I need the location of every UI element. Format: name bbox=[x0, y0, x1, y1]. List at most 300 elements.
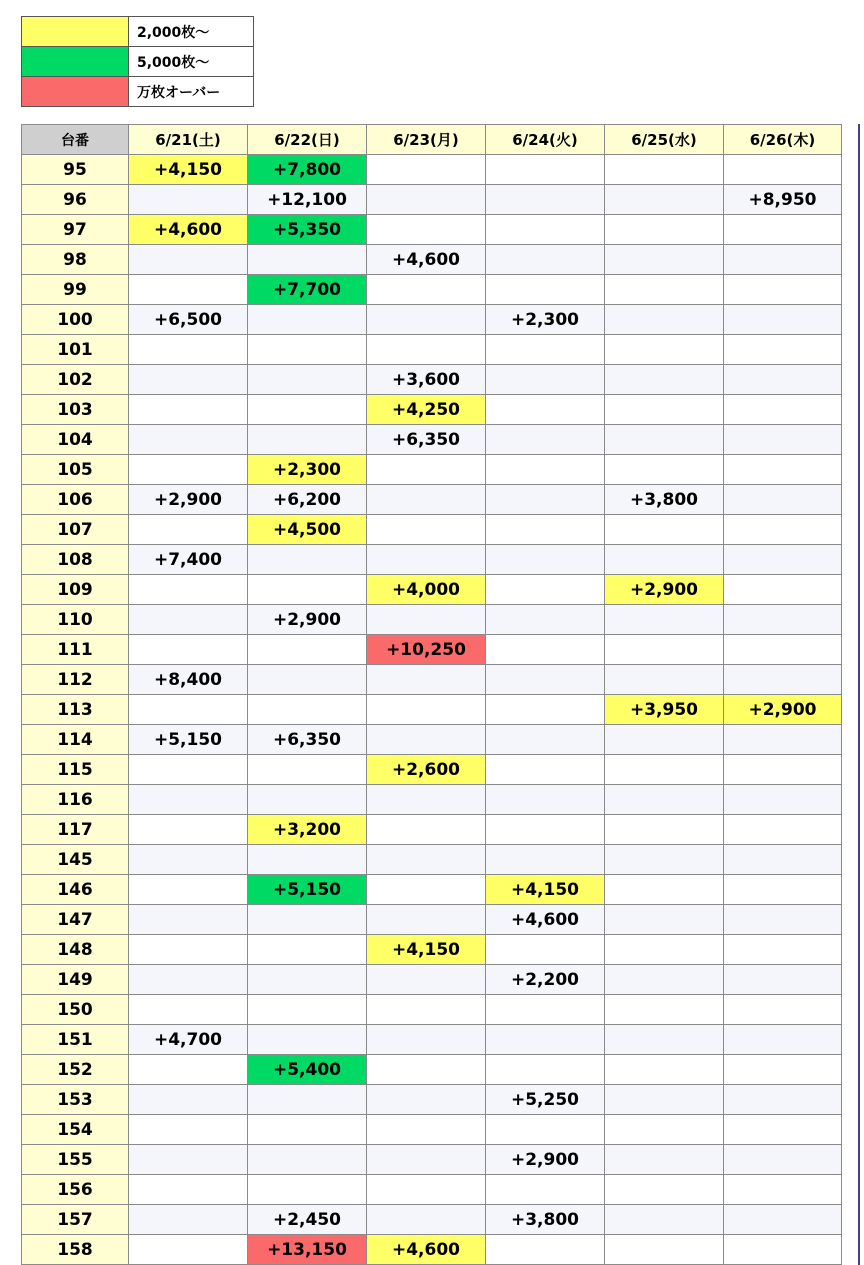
result-cell: +7,700 bbox=[248, 275, 367, 305]
result-cell bbox=[724, 455, 842, 485]
machine-number: 156 bbox=[22, 1175, 129, 1205]
date-header: 6/25(水) bbox=[605, 125, 724, 155]
result-cell bbox=[605, 1235, 724, 1265]
machine-number: 158 bbox=[22, 1235, 129, 1265]
result-cell bbox=[367, 455, 486, 485]
result-cell bbox=[129, 965, 248, 995]
result-cell bbox=[486, 455, 605, 485]
result-cell bbox=[367, 215, 486, 245]
result-cell bbox=[367, 335, 486, 365]
result-cell: +5,350 bbox=[248, 215, 367, 245]
table-row bbox=[22, 275, 842, 305]
table-row bbox=[22, 515, 842, 545]
result-cell bbox=[248, 425, 367, 455]
machine-number: 114 bbox=[22, 725, 129, 755]
result-cell bbox=[605, 215, 724, 245]
result-cell: +4,150 bbox=[367, 935, 486, 965]
result-cell bbox=[248, 785, 367, 815]
result-cell bbox=[724, 395, 842, 425]
result-cell bbox=[129, 515, 248, 545]
result-cell bbox=[486, 695, 605, 725]
result-cell bbox=[486, 485, 605, 515]
machine-number: 109 bbox=[22, 575, 129, 605]
machine-number: 113 bbox=[22, 695, 129, 725]
result-cell bbox=[486, 515, 605, 545]
machine-number: 102 bbox=[22, 365, 129, 395]
machine-number: 115 bbox=[22, 755, 129, 785]
result-cell: +7,400 bbox=[129, 545, 248, 575]
result-cell: +3,600 bbox=[367, 365, 486, 395]
result-cell bbox=[248, 575, 367, 605]
result-cell bbox=[248, 755, 367, 785]
result-cell bbox=[605, 1055, 724, 1085]
result-cell bbox=[486, 725, 605, 755]
table-row bbox=[22, 155, 842, 185]
result-cell bbox=[486, 365, 605, 395]
result-cell bbox=[605, 1145, 724, 1175]
page-border-line bbox=[858, 124, 860, 1265]
result-cell bbox=[367, 1205, 486, 1235]
legend-table bbox=[21, 16, 254, 107]
result-cell bbox=[486, 1235, 605, 1265]
result-cell bbox=[129, 935, 248, 965]
result-cell bbox=[724, 725, 842, 755]
machine-number: 104 bbox=[22, 425, 129, 455]
machine-number: 154 bbox=[22, 1115, 129, 1145]
result-cell bbox=[486, 545, 605, 575]
table-row bbox=[22, 545, 842, 575]
result-cell bbox=[367, 515, 486, 545]
result-cell bbox=[605, 965, 724, 995]
result-cell bbox=[724, 1025, 842, 1055]
table-row bbox=[22, 875, 842, 905]
machine-number: 157 bbox=[22, 1205, 129, 1235]
result-cell bbox=[248, 1085, 367, 1115]
result-cell bbox=[605, 785, 724, 815]
table-row bbox=[22, 575, 842, 605]
result-cell bbox=[248, 845, 367, 875]
result-cell bbox=[724, 155, 842, 185]
result-cell bbox=[605, 1175, 724, 1205]
machine-number: 155 bbox=[22, 1145, 129, 1175]
result-cell bbox=[367, 1085, 486, 1115]
table-row bbox=[22, 635, 842, 665]
result-cell bbox=[724, 1205, 842, 1235]
table-row bbox=[22, 245, 842, 275]
result-cell bbox=[724, 575, 842, 605]
table-row bbox=[22, 1205, 842, 1235]
table-row bbox=[22, 665, 842, 695]
result-cell bbox=[486, 995, 605, 1025]
date-header: 6/23(月) bbox=[367, 125, 486, 155]
result-cell bbox=[129, 395, 248, 425]
table-row bbox=[22, 935, 842, 965]
result-cell bbox=[486, 395, 605, 425]
result-cell bbox=[724, 1145, 842, 1175]
machine-number: 148 bbox=[22, 935, 129, 965]
result-cell bbox=[724, 305, 842, 335]
result-cell: +6,350 bbox=[248, 725, 367, 755]
result-cell bbox=[724, 905, 842, 935]
result-cell bbox=[605, 605, 724, 635]
result-cell: +4,600 bbox=[129, 215, 248, 245]
machine-number: 100 bbox=[22, 305, 129, 335]
result-cell bbox=[486, 605, 605, 635]
machine-number: 105 bbox=[22, 455, 129, 485]
result-cell bbox=[486, 245, 605, 275]
result-cell bbox=[605, 305, 724, 335]
result-cell bbox=[129, 1175, 248, 1205]
result-cell bbox=[605, 1025, 724, 1055]
machine-number: 153 bbox=[22, 1085, 129, 1115]
table-row bbox=[22, 455, 842, 485]
result-cell: +4,600 bbox=[367, 1235, 486, 1265]
result-cell bbox=[129, 785, 248, 815]
result-cell bbox=[129, 845, 248, 875]
table-row bbox=[22, 335, 842, 365]
result-cell bbox=[605, 755, 724, 785]
result-cell bbox=[248, 635, 367, 665]
result-cell bbox=[724, 1235, 842, 1265]
result-cell bbox=[724, 1055, 842, 1085]
result-cell bbox=[129, 905, 248, 935]
machine-number: 112 bbox=[22, 665, 129, 695]
table-row bbox=[22, 695, 842, 725]
table-row bbox=[22, 905, 842, 935]
table-row bbox=[22, 395, 842, 425]
result-cell: +7,800 bbox=[248, 155, 367, 185]
result-cell: +3,800 bbox=[486, 1205, 605, 1235]
result-cell bbox=[486, 575, 605, 605]
result-cell bbox=[605, 725, 724, 755]
result-cell bbox=[486, 635, 605, 665]
result-cell: +5,150 bbox=[248, 875, 367, 905]
table-row bbox=[22, 1175, 842, 1205]
result-cell bbox=[367, 185, 486, 215]
machine-number: 101 bbox=[22, 335, 129, 365]
result-cell: +4,600 bbox=[367, 245, 486, 275]
result-cell: +3,200 bbox=[248, 815, 367, 845]
machine-number: 145 bbox=[22, 845, 129, 875]
table-row bbox=[22, 1085, 842, 1115]
result-cell: +4,150 bbox=[486, 875, 605, 905]
result-cell bbox=[367, 785, 486, 815]
result-cell bbox=[724, 425, 842, 455]
result-cell bbox=[367, 1115, 486, 1145]
result-cell bbox=[486, 665, 605, 695]
result-cell bbox=[129, 1055, 248, 1085]
result-cell: +2,200 bbox=[486, 965, 605, 995]
result-cell bbox=[486, 935, 605, 965]
table-row bbox=[22, 305, 842, 335]
result-cell bbox=[248, 1115, 367, 1145]
header-row bbox=[22, 125, 842, 155]
result-cell bbox=[605, 1085, 724, 1115]
table-row bbox=[22, 425, 842, 455]
table-row bbox=[22, 785, 842, 815]
result-cell: +4,600 bbox=[486, 905, 605, 935]
result-cell bbox=[724, 245, 842, 275]
result-cell bbox=[367, 1175, 486, 1205]
legend-row bbox=[22, 17, 254, 47]
result-cell bbox=[724, 965, 842, 995]
machine-number: 149 bbox=[22, 965, 129, 995]
result-cell bbox=[248, 365, 367, 395]
table-row bbox=[22, 755, 842, 785]
result-cell bbox=[486, 1115, 605, 1145]
result-cell bbox=[605, 185, 724, 215]
result-cell bbox=[605, 245, 724, 275]
table-row bbox=[22, 365, 842, 395]
table-row bbox=[22, 1025, 842, 1055]
result-cell bbox=[248, 665, 367, 695]
result-cell: +2,450 bbox=[248, 1205, 367, 1235]
result-cell bbox=[724, 275, 842, 305]
result-cell bbox=[605, 455, 724, 485]
result-cell bbox=[605, 335, 724, 365]
result-cell: +4,000 bbox=[367, 575, 486, 605]
legend-row bbox=[22, 47, 254, 77]
date-header: 6/26(木) bbox=[724, 125, 842, 155]
result-cell bbox=[605, 515, 724, 545]
result-cell bbox=[129, 1145, 248, 1175]
result-cell: +2,900 bbox=[605, 575, 724, 605]
result-cell bbox=[724, 635, 842, 665]
result-cell bbox=[605, 995, 724, 1025]
result-cell bbox=[724, 665, 842, 695]
result-cell bbox=[724, 545, 842, 575]
result-cell bbox=[129, 245, 248, 275]
machine-number: 146 bbox=[22, 875, 129, 905]
table-row bbox=[22, 995, 842, 1025]
legend-row bbox=[22, 77, 254, 107]
result-cell bbox=[129, 755, 248, 785]
result-cell bbox=[486, 815, 605, 845]
result-cell bbox=[248, 305, 367, 335]
table-row bbox=[22, 725, 842, 755]
result-cell: +4,700 bbox=[129, 1025, 248, 1055]
table-row bbox=[22, 965, 842, 995]
result-cell bbox=[367, 305, 486, 335]
result-cell: +3,950 bbox=[605, 695, 724, 725]
table-row bbox=[22, 815, 842, 845]
result-cell bbox=[724, 875, 842, 905]
result-cell bbox=[248, 695, 367, 725]
result-cell bbox=[605, 1205, 724, 1235]
result-cell: +6,350 bbox=[367, 425, 486, 455]
machine-number: 106 bbox=[22, 485, 129, 515]
result-cell bbox=[367, 605, 486, 635]
result-cell bbox=[129, 1115, 248, 1145]
result-cell bbox=[724, 755, 842, 785]
result-cell: +2,600 bbox=[367, 755, 486, 785]
machine-number: 99 bbox=[22, 275, 129, 305]
machine-number: 151 bbox=[22, 1025, 129, 1055]
machine-number: 96 bbox=[22, 185, 129, 215]
result-cell bbox=[129, 635, 248, 665]
result-cell bbox=[486, 425, 605, 455]
result-cell bbox=[724, 1175, 842, 1205]
result-cell bbox=[129, 605, 248, 635]
result-cell bbox=[129, 185, 248, 215]
result-cell bbox=[367, 845, 486, 875]
machine-number: 97 bbox=[22, 215, 129, 245]
result-cell bbox=[486, 1055, 605, 1085]
result-cell: +4,250 bbox=[367, 395, 486, 425]
result-cell bbox=[248, 245, 367, 275]
result-cell bbox=[724, 365, 842, 395]
legend-label: 2,000枚〜 bbox=[129, 17, 254, 47]
table-row bbox=[22, 605, 842, 635]
result-cell bbox=[724, 485, 842, 515]
table-row bbox=[22, 1115, 842, 1145]
result-cell bbox=[248, 935, 367, 965]
result-cell bbox=[367, 1145, 486, 1175]
result-cell: +2,300 bbox=[486, 305, 605, 335]
result-cell bbox=[605, 905, 724, 935]
result-cell: +2,900 bbox=[486, 1145, 605, 1175]
result-cell bbox=[486, 155, 605, 185]
result-cell bbox=[129, 365, 248, 395]
result-cell bbox=[367, 725, 486, 755]
result-cell bbox=[248, 545, 367, 575]
result-cell bbox=[129, 1085, 248, 1115]
result-cell bbox=[605, 815, 724, 845]
result-cell bbox=[248, 965, 367, 995]
legend-swatch bbox=[22, 47, 129, 77]
result-cell bbox=[367, 1055, 486, 1085]
table-row bbox=[22, 845, 842, 875]
result-cell bbox=[724, 1085, 842, 1115]
result-cell bbox=[129, 455, 248, 485]
result-cell bbox=[724, 215, 842, 245]
result-cell bbox=[605, 275, 724, 305]
result-cell bbox=[367, 545, 486, 575]
result-cell bbox=[129, 275, 248, 305]
machine-number-header: 台番 bbox=[22, 125, 129, 155]
result-cell bbox=[486, 845, 605, 875]
result-cell bbox=[248, 905, 367, 935]
machine-number: 107 bbox=[22, 515, 129, 545]
result-cell bbox=[129, 335, 248, 365]
machine-number: 95 bbox=[22, 155, 129, 185]
result-cell bbox=[367, 815, 486, 845]
date-header: 6/24(火) bbox=[486, 125, 605, 155]
result-cell bbox=[367, 995, 486, 1025]
result-cell bbox=[605, 935, 724, 965]
result-cell bbox=[367, 875, 486, 905]
result-cell: +2,900 bbox=[248, 605, 367, 635]
table-row bbox=[22, 185, 842, 215]
result-cell bbox=[605, 635, 724, 665]
result-cell bbox=[367, 695, 486, 725]
date-header: 6/21(土) bbox=[129, 125, 248, 155]
result-cell bbox=[724, 1115, 842, 1145]
table-body bbox=[22, 155, 842, 1265]
result-cell: +10,250 bbox=[367, 635, 486, 665]
result-cell bbox=[605, 395, 724, 425]
result-cell bbox=[248, 1145, 367, 1175]
result-cell bbox=[129, 1235, 248, 1265]
result-cell bbox=[367, 1025, 486, 1055]
result-cell bbox=[486, 785, 605, 815]
result-cell: +13,150 bbox=[248, 1235, 367, 1265]
result-cell: +6,200 bbox=[248, 485, 367, 515]
result-cell bbox=[605, 545, 724, 575]
result-cell: +2,900 bbox=[724, 695, 842, 725]
machine-number: 147 bbox=[22, 905, 129, 935]
result-cell bbox=[724, 605, 842, 635]
machine-number: 98 bbox=[22, 245, 129, 275]
result-cell bbox=[129, 815, 248, 845]
result-cell bbox=[248, 995, 367, 1025]
result-cell bbox=[486, 1025, 605, 1055]
result-cell bbox=[248, 335, 367, 365]
legend-label: 万枚オーバー bbox=[129, 77, 254, 107]
result-cell bbox=[129, 425, 248, 455]
machine-number: 111 bbox=[22, 635, 129, 665]
result-cell bbox=[724, 995, 842, 1025]
machine-number: 110 bbox=[22, 605, 129, 635]
table-row bbox=[22, 1235, 842, 1265]
result-cell bbox=[605, 665, 724, 695]
result-cell bbox=[605, 155, 724, 185]
result-cell: +5,250 bbox=[486, 1085, 605, 1115]
table-row bbox=[22, 485, 842, 515]
result-cell bbox=[724, 515, 842, 545]
result-cell bbox=[367, 965, 486, 995]
result-cell bbox=[248, 1175, 367, 1205]
table-row bbox=[22, 215, 842, 245]
result-cell bbox=[486, 215, 605, 245]
table-row bbox=[22, 1055, 842, 1085]
result-cell bbox=[129, 995, 248, 1025]
result-cell bbox=[605, 365, 724, 395]
legend-body bbox=[22, 17, 254, 107]
result-cell: +3,800 bbox=[605, 485, 724, 515]
result-cell bbox=[605, 845, 724, 875]
result-cell: +12,100 bbox=[248, 185, 367, 215]
result-cell bbox=[486, 275, 605, 305]
result-cell bbox=[486, 185, 605, 215]
result-cell bbox=[486, 1175, 605, 1205]
result-cell bbox=[605, 875, 724, 905]
result-cell: +5,400 bbox=[248, 1055, 367, 1085]
result-cell: +8,950 bbox=[724, 185, 842, 215]
result-cell bbox=[724, 815, 842, 845]
date-header: 6/22(日) bbox=[248, 125, 367, 155]
result-cell bbox=[724, 935, 842, 965]
result-cell: +4,150 bbox=[129, 155, 248, 185]
result-cell bbox=[129, 695, 248, 725]
result-cell bbox=[248, 1025, 367, 1055]
machine-number: 116 bbox=[22, 785, 129, 815]
result-cell bbox=[367, 665, 486, 695]
result-cell bbox=[486, 335, 605, 365]
result-cell bbox=[367, 275, 486, 305]
result-cell bbox=[724, 785, 842, 815]
legend-label: 5,000枚〜 bbox=[129, 47, 254, 77]
result-cell: +6,500 bbox=[129, 305, 248, 335]
result-cell bbox=[605, 425, 724, 455]
result-cell bbox=[129, 875, 248, 905]
result-cell bbox=[724, 845, 842, 875]
machine-number: 108 bbox=[22, 545, 129, 575]
result-cell bbox=[605, 1115, 724, 1145]
result-cell: +2,900 bbox=[129, 485, 248, 515]
machine-number: 103 bbox=[22, 395, 129, 425]
legend-swatch bbox=[22, 77, 129, 107]
